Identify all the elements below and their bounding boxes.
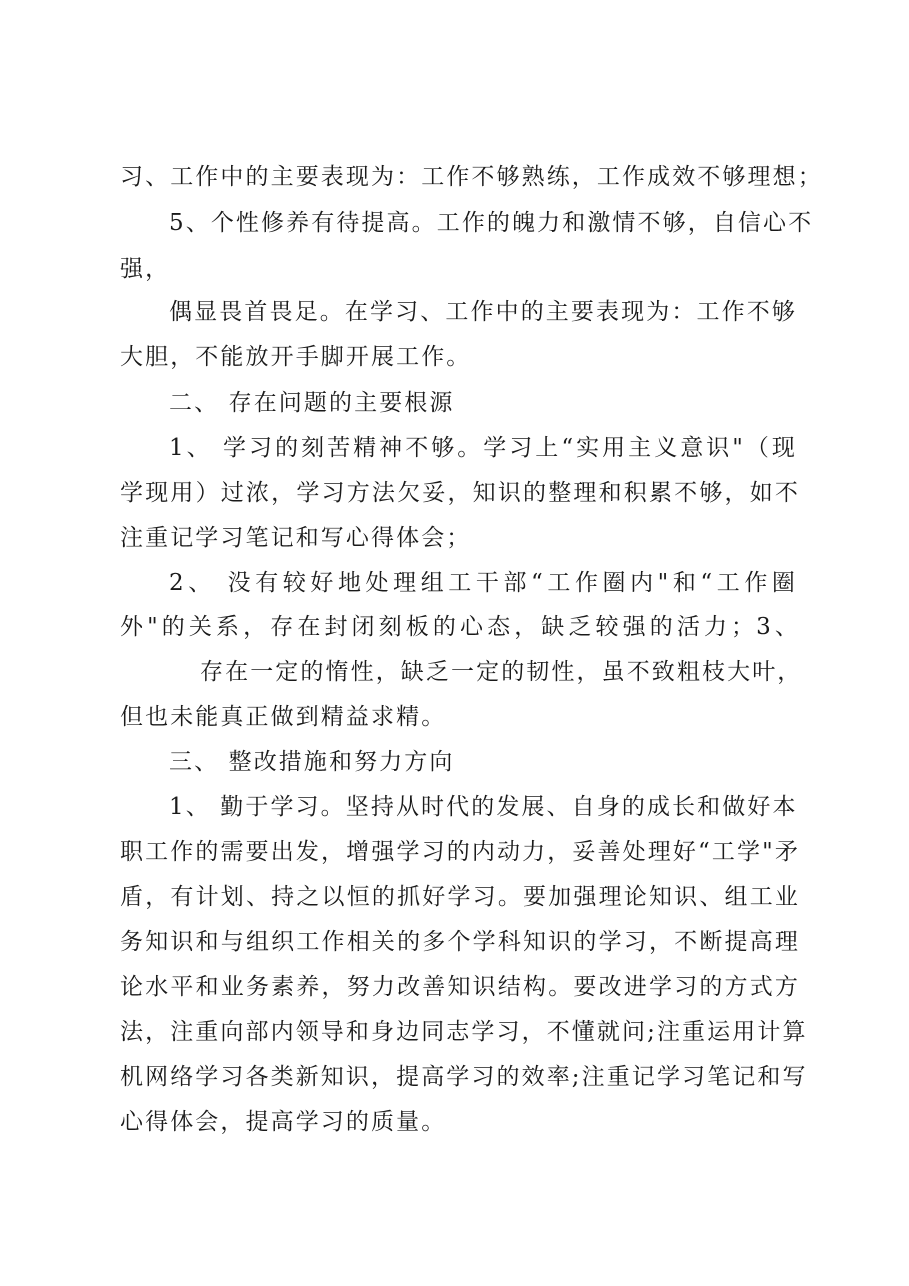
text-line: 5、个性修养有待提高。工作的魄力和激情不够，自信心不 — [169, 210, 814, 236]
text-line: 法，注重向部内领导和身边同志学习，不懂就问;注重运用计算 — [120, 1019, 808, 1045]
section-heading: 二、 存在问题的主要根源 — [169, 390, 455, 416]
text-line: 但也未能真正做到精益求精。 — [120, 704, 447, 730]
text-line: 1、 勤于学习。坚持从时代的发展、自身的成长和做好本 — [169, 794, 798, 820]
text-line: 1、 学习的刻苦精神不够。学习上“实用主义意识"（现 — [169, 435, 797, 461]
text-line: 盾，有计划、持之以恒的抓好学习。要加强理论知识、组工业 — [120, 884, 800, 910]
text-line: 职工作的需要出发，增强学习的内动力，妥善处理好“工学"矛 — [120, 839, 800, 865]
text-line: 习、工作中的主要表现为：工作不够熟练，工作成效不够理想； — [120, 164, 823, 190]
text-line: 机网络学习各类新知识，提高学习的效率;注重记学习笔记和写 — [120, 1064, 808, 1090]
text-line: 大胆，不能放开手脚开展工作。 — [120, 344, 472, 370]
text-line: 务知识和与组织工作相关的多个学科知识的学习，不断提高理 — [120, 929, 800, 955]
text-line: 偶显畏首畏足。在学习、工作中的主要表现为：工作不够 — [169, 299, 797, 325]
text-line: 存在一定的惰性，缺乏一定的韧性，虽不致粗枝大叶， — [200, 659, 803, 685]
text-line: 学现用）过浓，学习方法欠妥，知识的整理和积累不够，如不 — [120, 480, 800, 506]
text-line: 注重记学习笔记和写心得体会； — [120, 525, 472, 551]
text-line: 2、 没有较好地处理组工干部“工作圈内"和“工作圈 — [169, 570, 797, 596]
section-heading: 三、 整改措施和努力方向 — [169, 749, 455, 775]
text-line: 心得体会，提高学习的质量。 — [120, 1109, 447, 1135]
text-line: 外"的关系，存在封闭刻板的心态，缺乏较强的活力；3、 — [120, 614, 800, 640]
text-line: 论水平和业务素养，努力改善知识结构。要改进学习的方式方 — [120, 974, 800, 1000]
text-line: 强， — [120, 256, 171, 282]
